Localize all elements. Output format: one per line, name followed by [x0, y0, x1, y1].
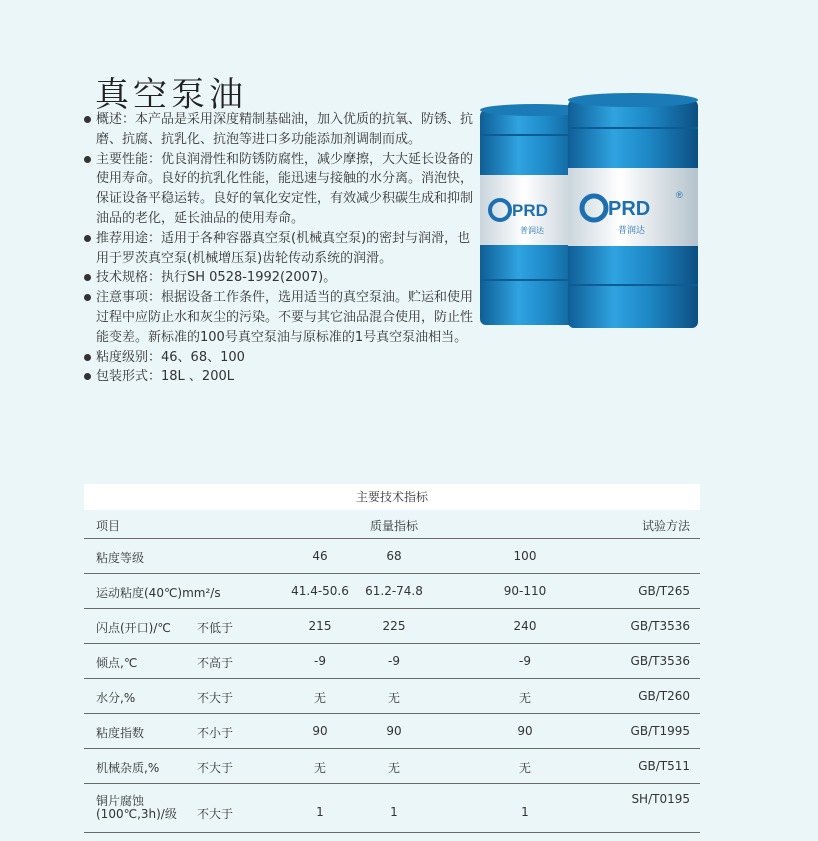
row-value-100: 无: [518, 691, 531, 705]
row-method: GB/T511: [638, 759, 690, 773]
front-drum-brand-cn: 普润达: [618, 226, 646, 236]
product-description-list: [82, 110, 474, 387]
row-name: 闪点(开口)/℃: [96, 621, 171, 635]
row-value-68: 61.2-74.8: [365, 584, 423, 598]
row-value-46: 90: [312, 724, 328, 738]
tech-spec-table: [84, 484, 700, 833]
row-method: GB/T1995: [630, 724, 690, 738]
packaging-item: 包装形式：18L 、200L: [82, 367, 474, 387]
row-value-100: 90: [517, 724, 533, 738]
row-value-100: 1: [521, 805, 529, 819]
row-name: 粘度指数: [96, 726, 145, 740]
viscosity-grade-item: 粘度级别：46、68、100: [82, 348, 474, 368]
row-name: 粘度等级: [96, 551, 145, 565]
row-name: 运动粘度(40℃)mm²/s: [96, 586, 221, 600]
row-method: GB/T260: [638, 689, 690, 703]
usage-item: 推荐用途：适用于各种容器真空泵(机械真空泵)的密封与润滑，也用于罗茨真空泵(机械增压泵)齿轮传动系统的润滑。: [82, 229, 474, 269]
row-value-68: 90: [386, 724, 402, 738]
row-value-100: 240: [513, 619, 537, 633]
row-value-46: -9: [314, 654, 326, 668]
row-value-46: 1: [316, 805, 324, 819]
table-row: [84, 609, 700, 644]
table-row: [84, 714, 700, 749]
row-value-68: 无: [387, 761, 400, 775]
table-row: [84, 784, 700, 833]
row-method: SH/T0195: [631, 792, 690, 806]
row-method: GB/T3536: [630, 619, 690, 633]
row-value-46: 无: [313, 691, 326, 705]
page-title: 真空泵油: [95, 74, 247, 115]
registered-mark: ®: [676, 190, 683, 200]
row-value-100: 90-110: [503, 584, 547, 598]
row-condition: 不高于: [197, 656, 234, 670]
row-value-100: -9: [519, 654, 531, 668]
table-row: [84, 749, 700, 784]
table-row: [84, 574, 700, 609]
performance-item: 主要性能：优良润滑性和防锈防腐性，减少摩擦，大大延长设备的使用寿命。良好的抗乳化性能，能迅速与接触的水分离。消泡快，保证设备平稳运转。良好的氧化安定性，有效减少积碳生成和抑制油品的老化，延长油品的使用寿命。: [82, 150, 474, 229]
header-method: 试验方法: [641, 519, 690, 533]
front-drum: [568, 93, 698, 328]
row-value-46: 46: [312, 549, 328, 563]
table-row: [84, 644, 700, 679]
row-condition: 不大于: [197, 691, 234, 705]
spec-item: 技术规格：执行SH 0528-1992(2007)。: [82, 268, 474, 288]
row-value-68: 无: [387, 691, 400, 705]
row-name: 水分,%: [96, 691, 136, 705]
row-value-68: 225: [382, 619, 406, 633]
row-condition: 不低于: [197, 621, 234, 635]
header-quality: 质量指标: [369, 519, 418, 533]
notes-item: 注意事项：根据设备工作条件，选用适当的真空泵油。贮运和使用过程中应防止水和灰尘的污染。不要与其它油品混合使用，防止性能变差。新标准的100号真空泵油与原标准的1号真空泵油相当。: [82, 288, 474, 347]
row-name-line1: 铜片腐蚀: [96, 794, 145, 808]
row-name: 机械杂质,%: [96, 761, 160, 775]
row-value-68: -9: [388, 654, 400, 668]
row-condition: 不小于: [197, 726, 234, 740]
header-item: 项目: [96, 519, 121, 533]
row-condition: 不大于: [197, 807, 234, 821]
row-name-line2: (100℃,3h)/级: [96, 807, 177, 821]
table-header-row: [84, 510, 700, 539]
back-drum-brand-cn: 普润达: [520, 226, 544, 235]
row-name: 倾点,℃: [96, 656, 138, 670]
back-drum-brand: PRD: [512, 201, 548, 220]
row-value-100: 100: [513, 549, 537, 563]
table-row: [84, 679, 700, 714]
row-value-68: 1: [390, 805, 398, 819]
overview-item: 概述：本产品是采用深度精制基础油，加入优质的抗氧、防锈、抗磨、抗腐、抗乳化、抗泡等进口多功能添加剂调制而成。: [82, 110, 474, 150]
front-drum-brand: PRD: [608, 198, 651, 220]
row-method: GB/T265: [638, 584, 690, 598]
row-value-68: 68: [386, 549, 402, 563]
table-row: [84, 539, 700, 574]
row-value-46: 215: [308, 619, 332, 633]
row-value-46: 41.4-50.6: [291, 584, 349, 598]
oil-drums-image: [470, 90, 720, 340]
row-value-46: 无: [313, 761, 326, 775]
row-method: GB/T3536: [630, 654, 690, 668]
table-caption: 主要技术指标: [84, 484, 700, 510]
row-value-100: 无: [518, 761, 531, 775]
row-condition: 不大于: [197, 761, 234, 775]
